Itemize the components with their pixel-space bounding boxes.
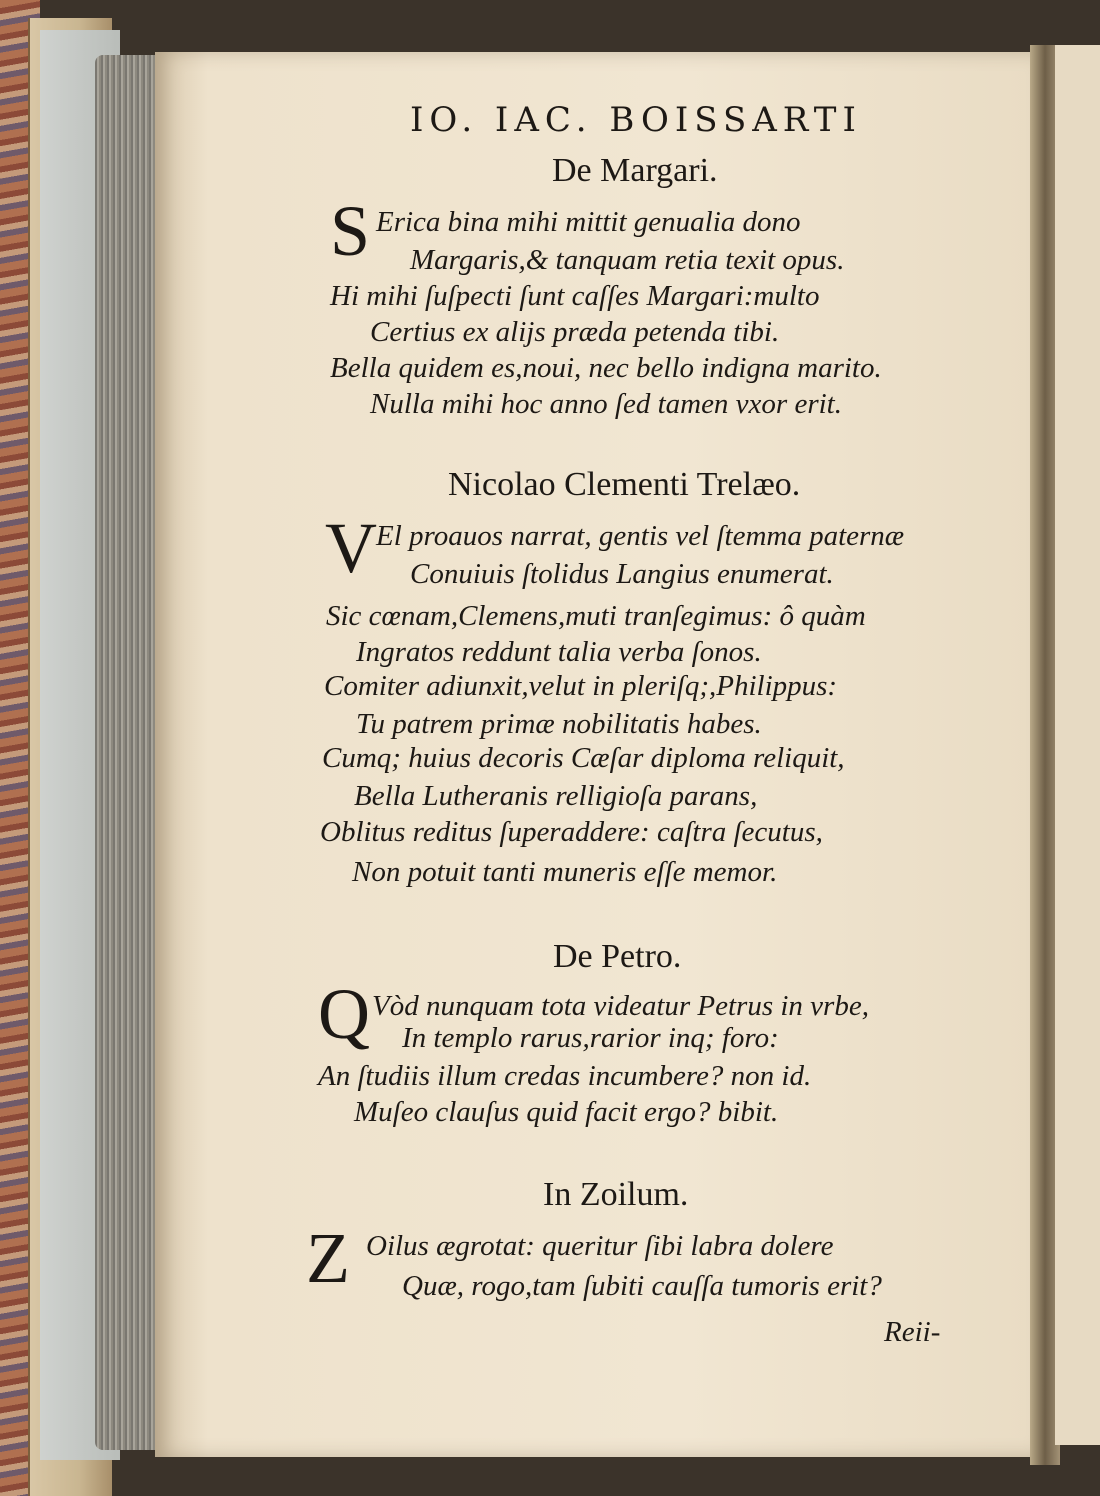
verse-line: Erica bina mihi mittit genualia dono xyxy=(376,206,801,238)
verse-line: El proauos narrat, gentis vel ſtemma paternæ xyxy=(376,520,905,552)
verse-line: Conuiuis ſtolidus Langius enumerat. xyxy=(410,558,834,590)
verse-line: Oblitus reditus ſuperaddere: caſtra ſecutus, xyxy=(320,816,823,848)
verse-line: Sic cœnam,Clemens,muti tranſegimus: ô quàm xyxy=(326,600,866,632)
verse-line: Hi mihi ſuſpecti ſunt caſſes Margari:multo xyxy=(330,280,820,312)
verse-line: Cumq; huius decoris Cæſar diploma reliquit, xyxy=(322,742,845,774)
verse-line: Oilus ægrotat: queritur ſibi labra dolere xyxy=(366,1230,834,1262)
verse-line: Ingratos reddunt talia verba ſonos. xyxy=(356,636,762,668)
verse-line: Vòd nunquam tota videatur Petrus in vrbe, xyxy=(372,990,869,1022)
poem-title: Nicolao Clementi Trelæo. xyxy=(448,466,801,503)
drop-capital: S xyxy=(330,191,371,271)
verse-line: Muſeo clauſus quid facit ergo? bibit. xyxy=(354,1096,779,1128)
poem-title: In Zoilum. xyxy=(543,1176,689,1213)
verse-line: Margaris,& tanquam retia texit opus. xyxy=(410,244,845,276)
verse-line: Bella Lutheranis relligioſa parans, xyxy=(354,780,758,812)
verse-line: An ſtudiis illum credas incumbere? non id. xyxy=(318,1060,812,1092)
verse-line: Comiter adiunxit,velut in pleriſq;,Philippus: xyxy=(324,670,838,702)
poem-title: De Petro. xyxy=(553,938,682,975)
drop-capital: Q xyxy=(318,974,370,1054)
drop-capital: V xyxy=(325,508,377,588)
verse-line: Certius ex alijs præda petenda tibi. xyxy=(370,316,780,348)
poem-title: De Margari. xyxy=(552,152,718,189)
verse-line: Quæ, rogo,tam ſubiti cauſſa tumoris erit? xyxy=(402,1270,882,1302)
running-head: IO. IAC. BOISSARTI xyxy=(410,100,862,140)
verse-line: Bella quidem es,noui, nec bello indigna marito. xyxy=(330,352,882,384)
verse-line: Tu patrem primæ nobilitatis habes. xyxy=(356,708,762,740)
catchword: Reii- xyxy=(884,1316,941,1348)
drop-capital: Z xyxy=(306,1218,350,1298)
verse-line: In templo rarus,rarior inq; foro: xyxy=(402,1022,779,1054)
verse-line: Nulla mihi hoc anno ſed tamen vxor erit. xyxy=(370,388,842,420)
verse-line: Non potuit tanti muneris eſſe memor. xyxy=(352,856,778,888)
